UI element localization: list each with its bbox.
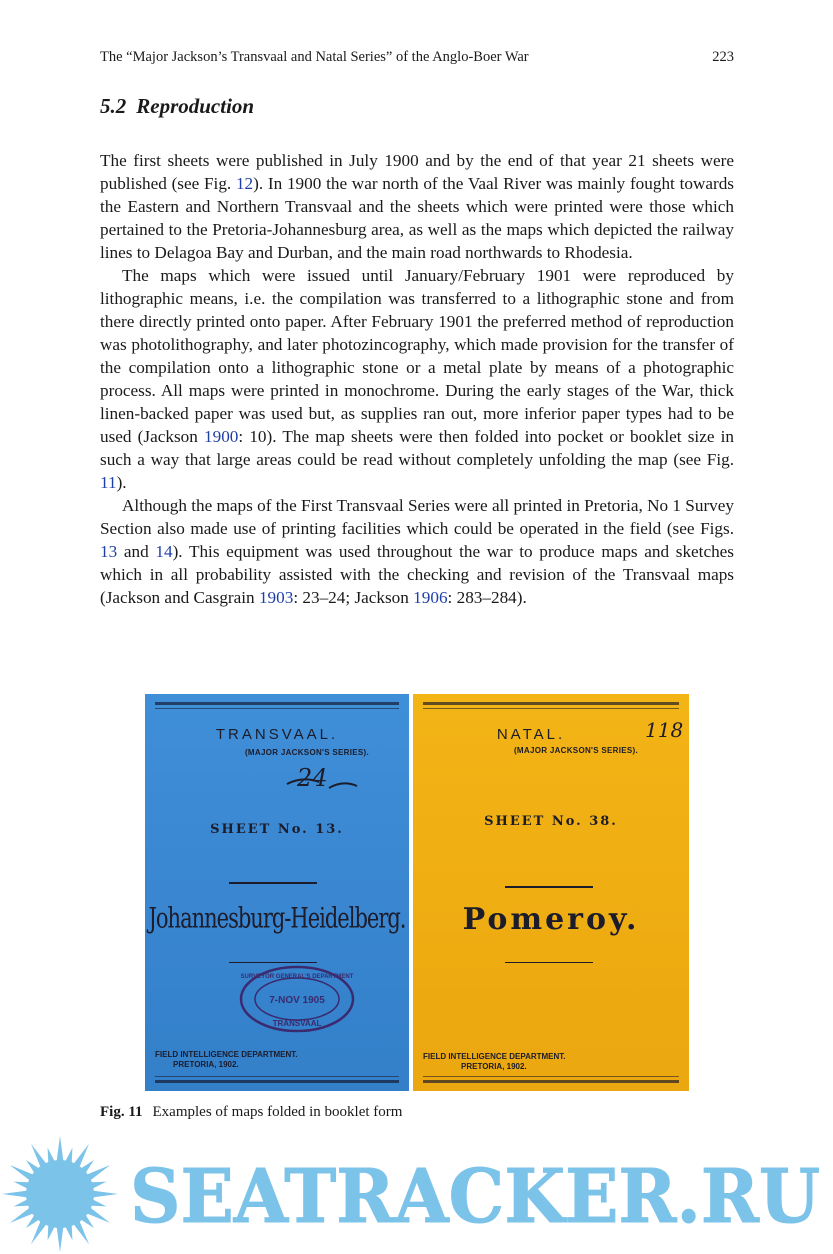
booklet-sheet: SHEET No. 13.	[210, 822, 344, 837]
section-heading	[100, 94, 254, 119]
running-title: The “Major Jackson’s Transvaal and Natal Series” of the Anglo-Boer War	[100, 49, 529, 65]
cross-reference-link[interactable]: 1903	[258, 588, 294, 607]
booklet-country: NATAL.	[496, 726, 566, 743]
caption-label: Fig. 11	[100, 1104, 143, 1120]
section-title: Reproduction	[136, 94, 255, 118]
cross-reference-link[interactable]: 14	[155, 542, 173, 561]
paragraph-text: and	[117, 542, 156, 561]
sun-ray	[56, 1226, 63, 1252]
paragraph-text: Although the maps of the First Transvaal Series were all printed in Pretoria, No 1 Survey Section also made use of printing facilities which could be operated in the field (see Figs.	[100, 496, 734, 538]
department-stamp	[237, 964, 357, 1034]
handwritten-stroke	[283, 770, 363, 800]
cross-reference-link[interactable]: 1900	[204, 427, 239, 446]
booklet-sheet: SHEET No. 38.	[484, 814, 618, 829]
dept-line2: PRETORIA, 1902.	[461, 1062, 527, 1071]
dept-line2: PRETORIA, 1902.	[173, 1060, 239, 1069]
dept-line1: FIELD INTELLIGENCE DEPARTMENT.	[155, 1050, 298, 1059]
sun-ray	[92, 1190, 118, 1197]
booklet-series: (MAJOR JACKSON'S SERIES).	[513, 746, 639, 755]
paragraph-text: ).	[116, 473, 127, 492]
booklet-dept	[423, 1052, 566, 1072]
page-number: 223	[712, 49, 734, 65]
sun-ray	[2, 1190, 28, 1197]
cross-reference-link[interactable]: 12	[235, 174, 254, 193]
paragraph-text: The maps which were issued until January/February 1901 were reproduced by lithographic means, i.e. the compilation was transferred to a lithographic stone and from there directly printed onto paper. After February 1901 the preferred method of reproduction was photolithography, and later photozincography, which made provision for the transfer of the compilation onto a lithographic stone or a metal plate by means of a photographic process. All maps were printed in monochrome. During the early stages of the War, thick linen-backed paper was used but, as supplies ran out, more inferior paper types had to be used (Jackson	[100, 266, 734, 446]
caption-text: Examples of maps folded in booklet form	[152, 1104, 403, 1120]
paragraph-text: ). This equipment was used throughout the war to produce maps and sketches which in all probability assisted with the checking and revision of the Transvaal maps (Jackson and Casgrain	[100, 542, 734, 607]
paragraph-text: : 283–284).	[447, 588, 527, 607]
booklet-dept	[155, 1050, 298, 1070]
paragraph-text: : 23–24; Jackson	[293, 588, 414, 607]
stamp-bottom: TRANSVAAL	[272, 1019, 322, 1028]
sun-logo-icon	[2, 1136, 118, 1252]
section-number: 5.2	[100, 94, 127, 118]
booklet-country: TRANSVAAL.	[215, 726, 339, 743]
body-text	[100, 149, 734, 609]
handwritten-number: 118	[645, 718, 684, 742]
booklet-place: Johannesburg-Heidelberg.	[148, 901, 406, 935]
paragraph-text: ). In 1900 the war north of the Vaal River was mainly fought towards the Eastern and Northern Transvaal and the sheets which were printed were those which pertained to the Pretoria-Johannesburg area, as well as the maps which depicted the railway lines to Delagoa Bay and Durban, and the main road northwards to Rhodesia.	[100, 174, 734, 262]
sun-ray	[56, 1136, 63, 1162]
paragraph-text: : 10). The map sheets were then folded into pocket or booklet size in such a way that large areas could be read without completely unfolding the map (see Fig.	[100, 427, 734, 469]
figure-11	[145, 694, 689, 1091]
booklet-transvaal	[145, 694, 409, 1091]
booklet-natal	[413, 694, 689, 1091]
paragraph-text: The first sheets were published in July 1900 and by the end of that year 21 sheets were published (see Fig.	[100, 151, 734, 193]
paragraph	[100, 264, 734, 494]
paragraph	[100, 494, 734, 609]
cross-reference-link[interactable]: 13	[100, 542, 118, 561]
booklet-series: (MAJOR JACKSON'S SERIES).	[244, 748, 370, 757]
watermark-text: SEATRACKER.RU	[130, 1154, 820, 1240]
figure-caption	[100, 1104, 402, 1121]
stamp-outer-top: SURVEYOR GENERAL'S DEPARTMENT	[240, 974, 354, 980]
booklet-place: Pomeroy.	[462, 902, 640, 937]
paragraph	[100, 149, 734, 264]
cross-reference-link[interactable]: 1906	[413, 588, 448, 607]
dept-line1: FIELD INTELLIGENCE DEPARTMENT.	[423, 1052, 566, 1061]
stamp-date: 7-NOV 1905	[269, 995, 325, 1006]
watermark	[0, 1134, 833, 1254]
cross-reference-link[interactable]: 11	[100, 473, 117, 492]
running-head	[100, 49, 734, 66]
handwritten-number: 24	[297, 764, 328, 792]
